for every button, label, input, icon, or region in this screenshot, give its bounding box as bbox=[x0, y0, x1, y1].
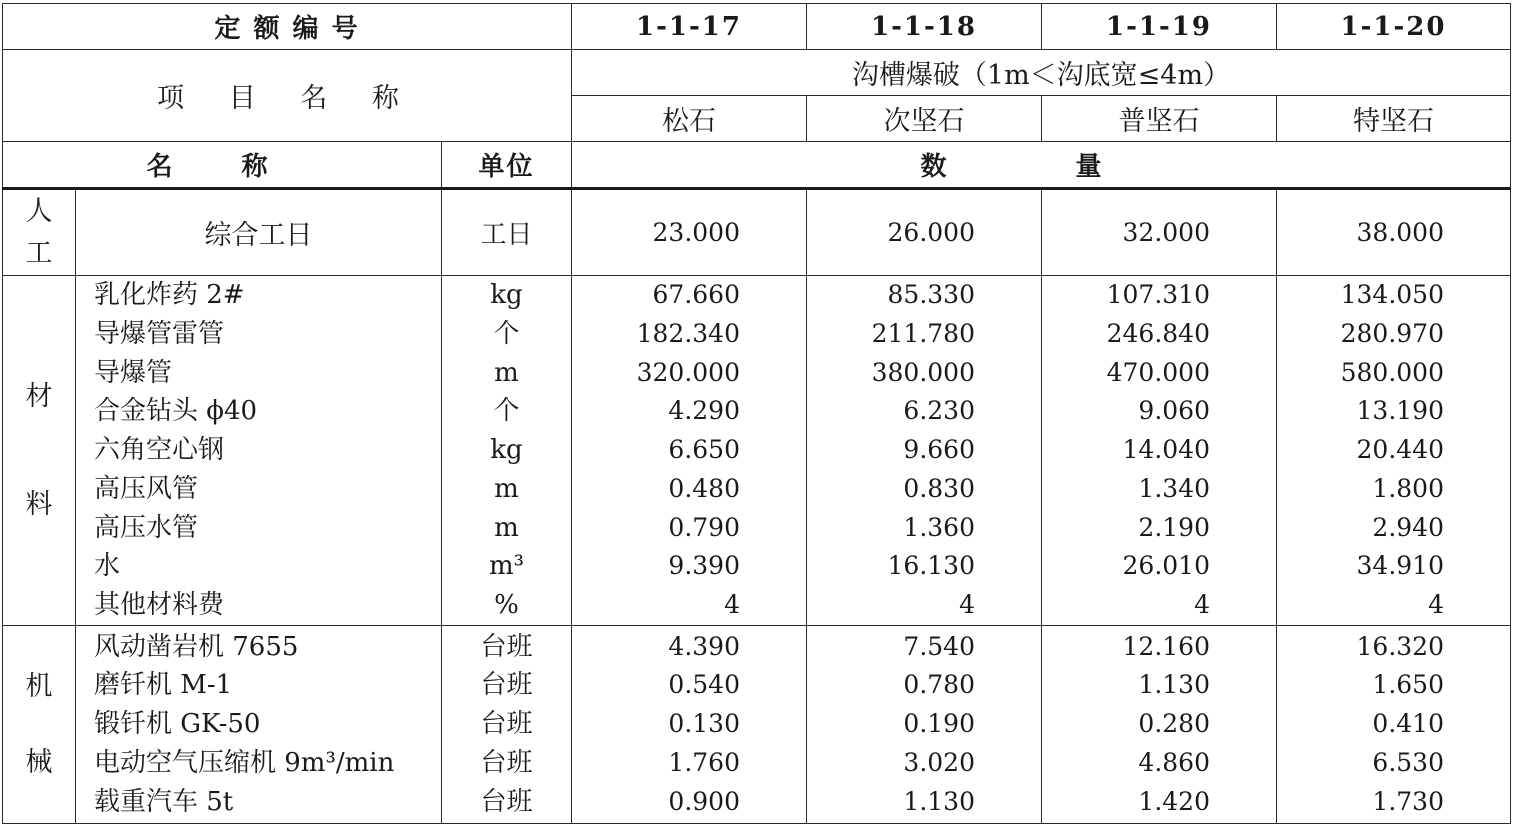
materials-row-6-unit: m bbox=[494, 512, 519, 543]
labor-name: 综合工日 bbox=[76, 189, 442, 276]
materials-row-7-name: 水 bbox=[94, 551, 121, 582]
materials-row-5-values: 1.340 bbox=[1138, 473, 1210, 503]
code-label: 定 额 编 号 bbox=[3, 4, 572, 50]
machinery-row-1-values: 1.650 bbox=[1372, 670, 1444, 700]
machinery-row-0-values: 7.540 bbox=[903, 631, 975, 661]
materials-row-3-values: 4.290 bbox=[668, 396, 740, 426]
machinery-row-0-values: 12.160 bbox=[1122, 631, 1210, 661]
code-4: 1-1-20 bbox=[1277, 4, 1511, 50]
machinery-values-4 bbox=[1277, 626, 1511, 824]
materials-values-4 bbox=[1277, 276, 1511, 626]
machinery-row-3-values: 6.530 bbox=[1372, 747, 1444, 777]
materials-row-6-values: 0.790 bbox=[668, 512, 740, 542]
materials-row-0-values: 67.660 bbox=[652, 280, 740, 310]
machinery-row-0-values: 16.320 bbox=[1356, 631, 1444, 661]
materials-row-0-values: 107.310 bbox=[1106, 280, 1210, 310]
machinery-row-1-values: 0.780 bbox=[903, 670, 975, 700]
machinery-row-2-unit: 台班 bbox=[480, 709, 533, 740]
name-label: 名 称 bbox=[3, 142, 442, 189]
machinery-row-0-values: 4.390 bbox=[668, 631, 740, 661]
machinery-row-0-name: 风动凿岩机 7655 bbox=[94, 631, 299, 662]
materials-row-5-values: 0.830 bbox=[903, 473, 975, 503]
machinery-row-3-values: 3.020 bbox=[903, 747, 975, 777]
labor-value-1: 23.000 bbox=[572, 189, 807, 276]
code-1: 1-1-17 bbox=[572, 4, 807, 50]
machinery-row-3-values: 4.860 bbox=[1138, 747, 1210, 777]
machinery-row-1-values: 1.130 bbox=[1138, 670, 1210, 700]
materials-row-2-name: 导爆管 bbox=[94, 357, 173, 388]
materials-row-0-values: 134.050 bbox=[1340, 280, 1444, 310]
machinery-row-3-unit: 台班 bbox=[480, 747, 533, 778]
materials-row-2-unit: m bbox=[494, 357, 519, 388]
labor-unit: 工日 bbox=[442, 189, 572, 276]
machinery-values-1 bbox=[572, 626, 807, 824]
machinery-names bbox=[76, 626, 442, 824]
item-group: 沟槽爆破（1m＜沟底宽≤4m） bbox=[572, 50, 1511, 96]
machinery-row-1-values: 0.540 bbox=[668, 670, 740, 700]
materials-row-0-unit: kg bbox=[490, 280, 523, 311]
machinery-category: 机 械 bbox=[3, 626, 76, 824]
machinery-values-3 bbox=[1042, 626, 1277, 824]
machinery-row-2-values: 0.410 bbox=[1372, 709, 1444, 739]
labor-category: 人 工 bbox=[3, 189, 76, 276]
rock-type-3: 普坚石 bbox=[1042, 96, 1277, 142]
materials-values-1 bbox=[572, 276, 807, 626]
materials-row-3-unit: 个 bbox=[493, 396, 520, 427]
materials-row-1-unit: 个 bbox=[493, 319, 520, 350]
materials-row-5-unit: m bbox=[494, 473, 519, 504]
materials-row-1-values: 246.840 bbox=[1106, 319, 1210, 349]
machinery-row-2-values: 0.190 bbox=[903, 709, 975, 739]
machinery-row-2-name: 锻钎机 GK-50 bbox=[94, 709, 261, 740]
materials-row-1-values: 280.970 bbox=[1340, 319, 1444, 349]
materials-row-8-name: 其他材料费 bbox=[94, 589, 225, 620]
materials-row-6-values: 2.190 bbox=[1138, 512, 1210, 542]
unit-label: 单位 bbox=[442, 142, 572, 189]
materials-row-8-values: 4 bbox=[724, 589, 740, 619]
materials-row-0-name: 乳化炸药 2# bbox=[94, 280, 245, 311]
qty-label: 数 量 bbox=[572, 142, 1511, 189]
machinery-row-4-name: 载重汽车 5t bbox=[94, 786, 234, 817]
machinery-row-4-values: 1.730 bbox=[1372, 786, 1444, 816]
materials-row-7-values: 26.010 bbox=[1122, 551, 1210, 581]
materials-row-5-values: 0.480 bbox=[668, 473, 740, 503]
materials-row-4-values: 6.650 bbox=[668, 435, 740, 465]
materials-row-1-values: 182.340 bbox=[636, 319, 740, 349]
machinery-values-2 bbox=[807, 626, 1042, 824]
rock-type-4: 特坚石 bbox=[1277, 96, 1511, 142]
materials-row-7-values: 9.390 bbox=[668, 551, 740, 581]
machinery-row-4-unit: 台班 bbox=[480, 786, 533, 817]
materials-units bbox=[442, 276, 572, 626]
materials-row-6-name: 高压水管 bbox=[94, 512, 199, 543]
materials-row-8-values: 4 bbox=[1428, 589, 1444, 619]
materials-row-3-values: 13.190 bbox=[1356, 396, 1444, 426]
machinery-row-1-unit: 台班 bbox=[480, 670, 533, 701]
materials-row-2-values: 320.000 bbox=[636, 357, 740, 387]
machinery-row-4-values: 0.900 bbox=[668, 786, 740, 816]
materials-row-3-values: 9.060 bbox=[1138, 396, 1210, 426]
materials-row-5-values: 1.800 bbox=[1372, 473, 1444, 503]
materials-row-5-name: 高压风管 bbox=[94, 473, 199, 504]
machinery-row-2-values: 0.130 bbox=[668, 709, 740, 739]
materials-row-8-values: 4 bbox=[959, 589, 975, 619]
labor-value-4: 38.000 bbox=[1277, 189, 1511, 276]
materials-row-4-values: 14.040 bbox=[1122, 435, 1210, 465]
code-3: 1-1-19 bbox=[1042, 4, 1277, 50]
rock-type-2: 次坚石 bbox=[807, 96, 1042, 142]
labor-value-2: 26.000 bbox=[807, 189, 1042, 276]
materials-row-2-values: 380.000 bbox=[871, 357, 975, 387]
labor-value-3: 32.000 bbox=[1042, 189, 1277, 276]
code-2: 1-1-18 bbox=[807, 4, 1042, 50]
machinery-row-3-name: 电动空气压缩机 9m³/min bbox=[94, 747, 395, 778]
materials-row-3-values: 6.230 bbox=[903, 396, 975, 426]
materials-values-2 bbox=[807, 276, 1042, 626]
materials-row-4-name: 六角空心钢 bbox=[94, 435, 225, 466]
materials-row-1-name: 导爆管雷管 bbox=[94, 319, 225, 350]
materials-row-6-values: 1.360 bbox=[903, 512, 975, 542]
materials-row-4-values: 9.660 bbox=[903, 435, 975, 465]
quota-table bbox=[2, 3, 1511, 824]
machinery-units bbox=[442, 626, 572, 824]
materials-row-6-values: 2.940 bbox=[1372, 512, 1444, 542]
materials-row-4-values: 20.440 bbox=[1356, 435, 1444, 465]
materials-row-7-values: 16.130 bbox=[887, 551, 975, 581]
machinery-row-4-values: 1.130 bbox=[903, 786, 975, 816]
materials-row-0-values: 85.330 bbox=[887, 280, 975, 310]
machinery-row-3-values: 1.760 bbox=[668, 747, 740, 777]
materials-values-3 bbox=[1042, 276, 1277, 626]
materials-names bbox=[76, 276, 442, 626]
materials-row-2-values: 470.000 bbox=[1106, 357, 1210, 387]
machinery-row-2-values: 0.280 bbox=[1138, 709, 1210, 739]
materials-row-8-unit: % bbox=[494, 589, 519, 620]
rock-type-1: 松石 bbox=[572, 96, 807, 142]
materials-row-1-values: 211.780 bbox=[871, 319, 975, 349]
item-label: 项 目 名 称 bbox=[3, 50, 572, 142]
materials-category: 材 料 bbox=[3, 276, 76, 626]
materials-row-3-name: 合金钻头 ϕ40 bbox=[94, 396, 258, 427]
machinery-row-0-unit: 台班 bbox=[480, 631, 533, 662]
materials-row-2-values: 580.000 bbox=[1340, 357, 1444, 387]
materials-row-7-unit: m³ bbox=[488, 551, 525, 582]
machinery-row-1-name: 磨钎机 M-1 bbox=[94, 670, 233, 701]
materials-row-4-unit: kg bbox=[490, 435, 523, 466]
materials-row-7-values: 34.910 bbox=[1356, 551, 1444, 581]
materials-row-8-values: 4 bbox=[1194, 589, 1210, 619]
machinery-row-4-values: 1.420 bbox=[1138, 786, 1210, 816]
